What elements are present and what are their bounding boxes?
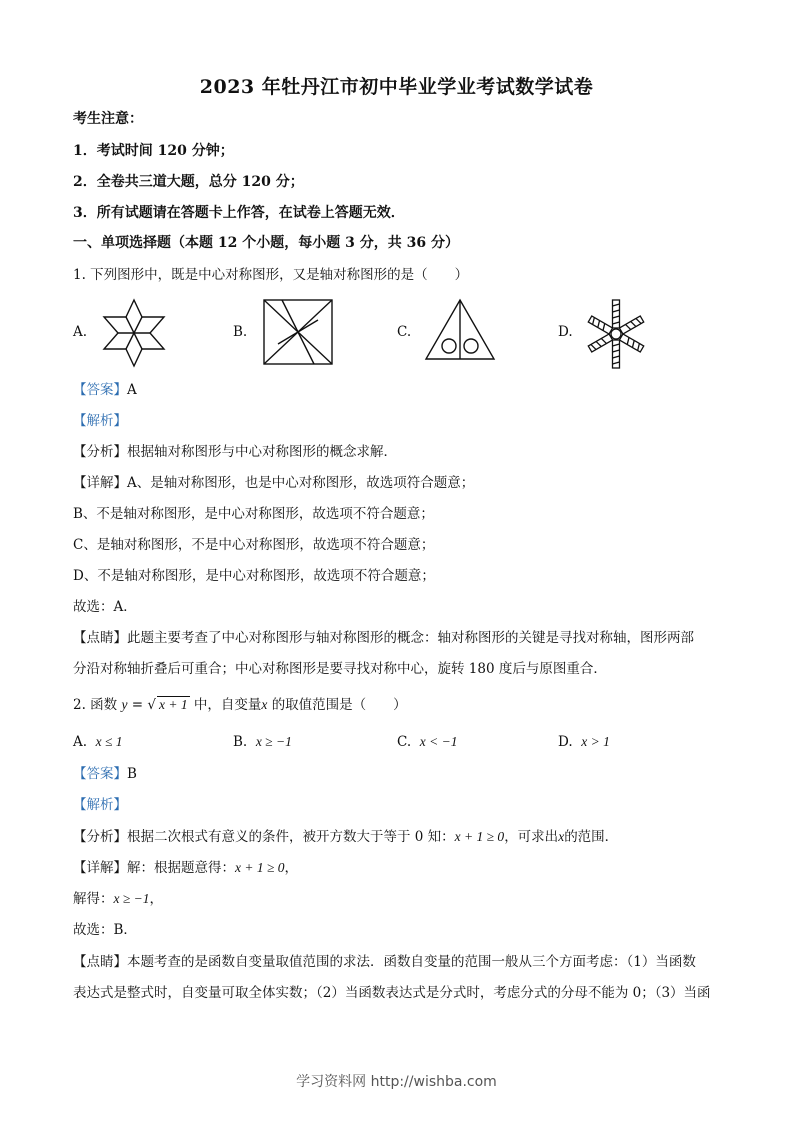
q2-dianjing-tag: 【点睛】 [73, 954, 127, 970]
q2-fenxi [73, 828, 733, 846]
q2-xiangjie-end: ， [284, 860, 299, 876]
q1-line-c: C、是轴对称图形，不是中心对称图形，故选项不符合题意； [73, 537, 435, 553]
notice-item-3: 3．所有试题请在答题卡上作答，在试卷上答题无效． [73, 205, 405, 221]
q2-option-c [397, 734, 457, 750]
notice-item-2: 2．全卷共三道大题，总分 120 分； [73, 174, 304, 190]
q1-xiangjie-tag: 【详解】 [73, 475, 127, 491]
snowflake-figure [586, 298, 646, 370]
q2-answer [73, 765, 733, 783]
q2-fenxi-x: x [558, 829, 565, 844]
q2-fenxi-post: ，可求出 [504, 829, 559, 845]
q2-option-c-value: x < −1 [419, 734, 458, 749]
q1-fenxi-tag: 【分析】 [73, 444, 127, 460]
q1-line-b: B、不是轴对称图形，是中心对称图形，故选项不符合题意； [73, 506, 434, 522]
q1-xiangjie-text: A、是轴对称图形，也是中心对称图形，故选项符合题意； [127, 475, 475, 491]
q2-answer-tag: 【答案】 [73, 766, 127, 782]
q2-stem-y: y [121, 697, 128, 712]
q2-dianjing-text-1: 本题考查的是函数自变量取值范围的求法．函数自变量的范围一般从三个方面考虑：（1）当函数 [127, 954, 696, 970]
sqrt-radical: √ x + 1 [147, 697, 188, 713]
q1-dianjing-text-2: 分沿对称轴折叠后可重合；中心对称图形是要寻找对称中心，旋转 180 度后与原图重合． [73, 661, 607, 677]
q2-fenxi-pre: 根据二次根式有意义的条件，被开方数大于等于 0 知： [127, 829, 455, 845]
q2-jiede-math: x ≥ −1 [113, 891, 150, 906]
q2-option-d-value: x > 1 [581, 734, 610, 749]
q2-jiede-end: ， [149, 891, 164, 907]
q2-fenxi-math: x + 1 ≥ 0 [454, 829, 505, 844]
q2-dianjing-text-2: 表达式是整式时，自变量可取全体实数；（2）当函数表达式是分式时，考虑分式的分母不能为 0；（3）当函 [73, 985, 711, 1001]
q2-answer-value: B [127, 766, 137, 782]
q2-option-c-label: C. [397, 734, 412, 750]
q1-line-d: D、不是轴对称图形，是中心对称图形，故选项不符合题意； [73, 568, 435, 584]
q1-dianjing-tag: 【点睛】 [73, 630, 127, 646]
q2-analysis-tag: 【解析】 [73, 797, 127, 813]
page-title: 2023 年牡丹江市初中毕业学业考试数学试卷 [199, 76, 594, 98]
q1-option-d-label: D. [558, 324, 573, 340]
q1-answer [73, 381, 733, 399]
q1-option-c-label: C. [397, 324, 412, 340]
q2-xiangjie [73, 859, 733, 877]
q2-jiede-pre: 解得： [73, 891, 114, 907]
q1-xiangjie [73, 474, 733, 492]
q2-option-b-label: B. [233, 734, 248, 750]
q2-xiangjie-pre: 解：根据题意得： [127, 860, 235, 876]
q2-option-b [233, 734, 292, 750]
q1-fenxi [73, 443, 733, 461]
q2-stem-post: 中，自变量 [193, 697, 262, 713]
notice-item-1: 1．考试时间 120 分钟； [73, 143, 234, 159]
q1-option-b-label: B. [233, 324, 248, 340]
q2-stem-eq: = [127, 697, 148, 713]
q2-option-a [73, 734, 123, 750]
q1-answer-tag: 【答案】 [73, 382, 127, 398]
q1-option-a-label: A. [73, 324, 88, 340]
q2-option-b-value: x ≥ −1 [255, 734, 292, 749]
footer-watermark: 学习资料网 http://wishba.com [296, 1074, 497, 1090]
q2-stem-end: 的取值范围是（ ） [271, 697, 407, 713]
hexagram-figure [100, 298, 168, 368]
q1-dianjing [73, 629, 733, 647]
triangle-circles-figure [424, 298, 496, 362]
section-heading: 一、单项选择题（本题 12 个小题，每小题 3 分，共 36 分） [73, 235, 459, 251]
q2-xiangjie-math: x + 1 ≥ 0 [235, 860, 285, 875]
q1-conclusion: 故选：A． [73, 599, 137, 615]
q1-stem: 1. 下列图形中，既是中心对称图形，又是轴对称图形的是（ ） [73, 267, 469, 283]
q2-option-d [558, 734, 610, 750]
notice-heading: 考生注意： [73, 111, 143, 127]
q1-answer-value: A [127, 382, 137, 398]
q2-fenxi-tag: 【分析】 [73, 829, 127, 845]
q2-analysis-heading [73, 796, 733, 814]
q2-option-a-value: x ≤ 1 [95, 734, 123, 749]
square-pinwheel-figure [262, 298, 334, 366]
q2-dianjing [73, 953, 733, 971]
q1-fenxi-text: 根据轴对称图形与中心对称图形的概念求解． [127, 444, 397, 460]
q2-conclusion: 故选：B． [73, 922, 137, 938]
q2-xiangjie-tag: 【详解】 [73, 860, 127, 876]
q2-option-a-label: A. [73, 734, 88, 750]
q2-jiede [73, 890, 733, 908]
q1-dianjing-text-1: 此题主要考查了中心对称图形与轴对称图形的概念：轴对称图形的关键是寻找对称轴，图形两部 [127, 630, 694, 646]
q2-stem-x: x [261, 697, 268, 712]
q2-stem [73, 696, 733, 714]
q2-radicand: x + 1 [158, 697, 188, 712]
q2-fenxi-end: 的范围． [564, 829, 619, 845]
q2-option-d-label: D. [558, 734, 573, 750]
q1-analysis-tag: 【解析】 [73, 413, 127, 429]
q2-stem-pre: 2. 函数 [73, 697, 118, 713]
q1-analysis-heading [73, 412, 733, 430]
